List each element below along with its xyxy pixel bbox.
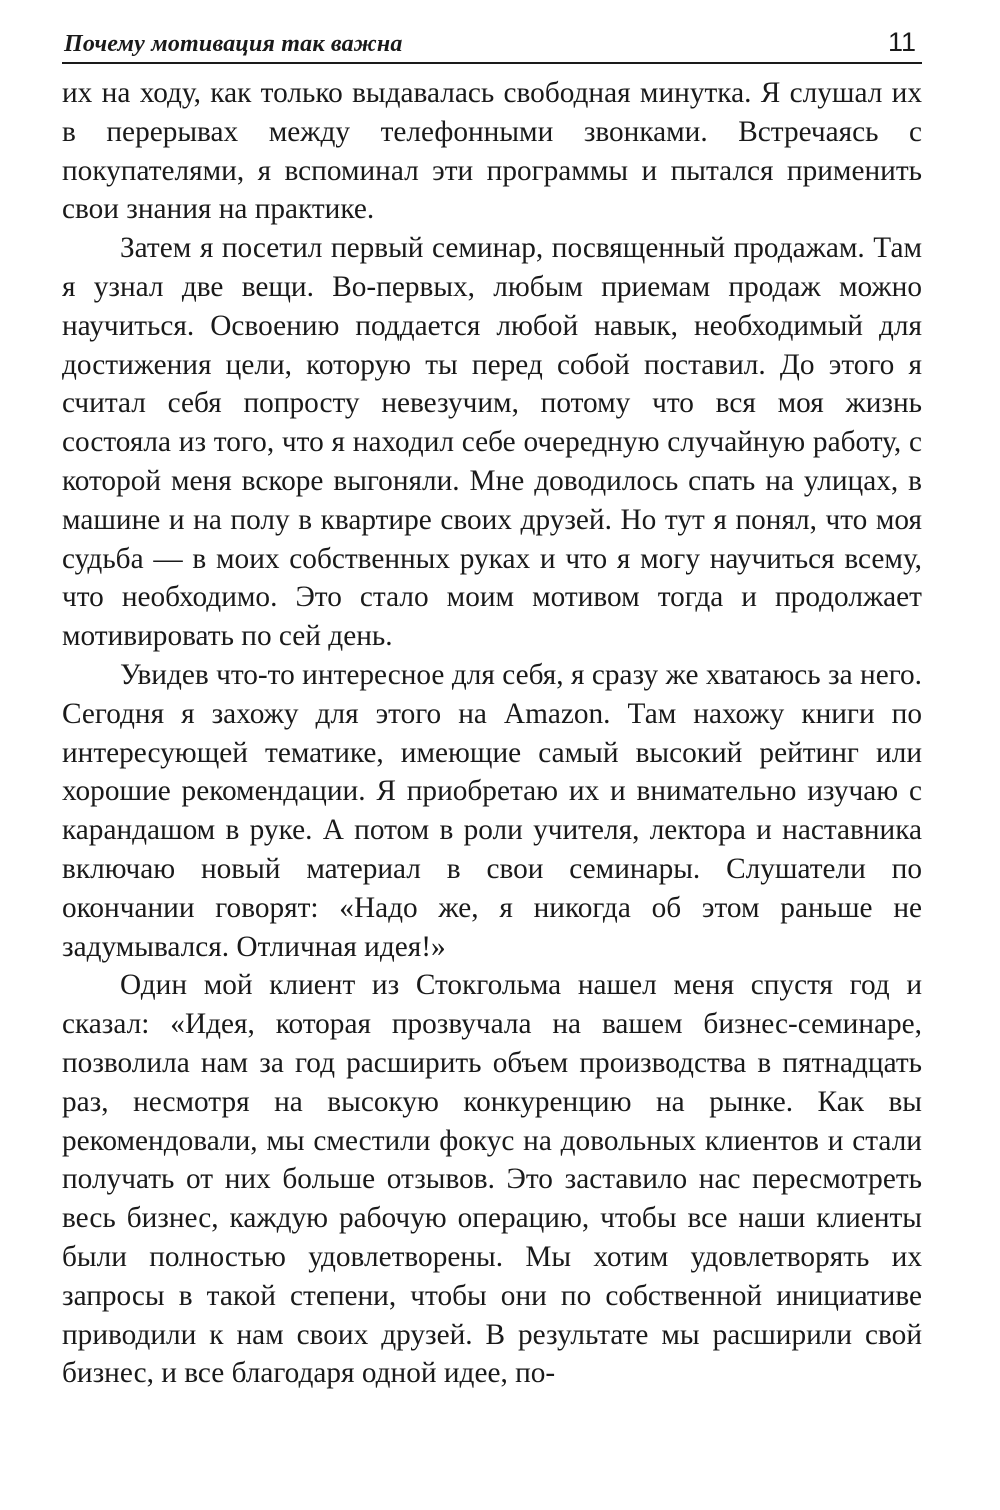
paragraph-1: их на ходу, как только выдавалась свободная минутка. Я слушал их в перерывах между телефонными звонками. Встречаясь с покупателями, я вспоминал эти программы и пытался применить свои знания на практике.: [62, 77, 922, 226]
paragraph-3: Увидев что-то интересное для себя, я сразу же хватаюсь за него. Сегодня я захожу для этого на Amazon. Там нахожу книги по интересующей тематике, имеющие самый высокий рейтинг или хорошие рекомендации. Я приобретаю их и внимательно изучаю с карандашом в руке. А потом в роли учителя, лектора и наставника включаю новый материал в свои семинары. Слушатели по окончании говорят: «Надо же, я никогда об этом раньше не задумывался. Отличная идея!»: [62, 658, 922, 963]
running-title: Почему мотивация так важна: [64, 31, 403, 57]
body-text: [62, 74, 922, 1393]
paragraph-2: Затем я посетил первый семинар, посвященный продажам. Там я узнал две вещи. Во-первых, любым приемам продаж можно научиться. Освоению поддается любой навык, необходимый для достижения цели, которую ты перед собой поставил. До этого я считал себя попросту невезучим, потому что вся моя жизнь состояла из того, что я находил себе очередную случайную работу, с которой меня вскоре выгоняли. Мне доводилось спать на улицах, в машине и на полу в квартире своих друзей. Но тут я понял, что моя судьба — в моих собственных руках и что я могу научиться всему, что необходимо. Это стало моим мотивом тогда и продолжает мотивировать по сей день.: [62, 232, 922, 653]
page-number: 11: [887, 27, 916, 57]
paragraph-4: Один мой клиент из Стокгольма нашел меня спустя год и сказал: «Идея, которая прозвучала на вашем бизнес-семинаре, позволила нам за год расширить объем производства в пятнадцать раз, несмотря на высокую конкуренцию на рынке. Как вы рекомендовали, мы сместили фокус на довольных клиентов и стали получать от них больше отзывов. Это заставило нас пересмотреть весь бизнес, каждую рабочую операцию, чтобы все наши клиенты были полностью удовлетворены. Мы хотим удовлетворять их запросы в такой степени, чтобы они по собственной инициативе приводили к нам своих друзей. В результате мы расширили свой бизнес, и все благодаря одной идее, по-: [62, 969, 922, 1390]
book-page: [62, 22, 922, 1492]
running-header: [62, 22, 922, 64]
